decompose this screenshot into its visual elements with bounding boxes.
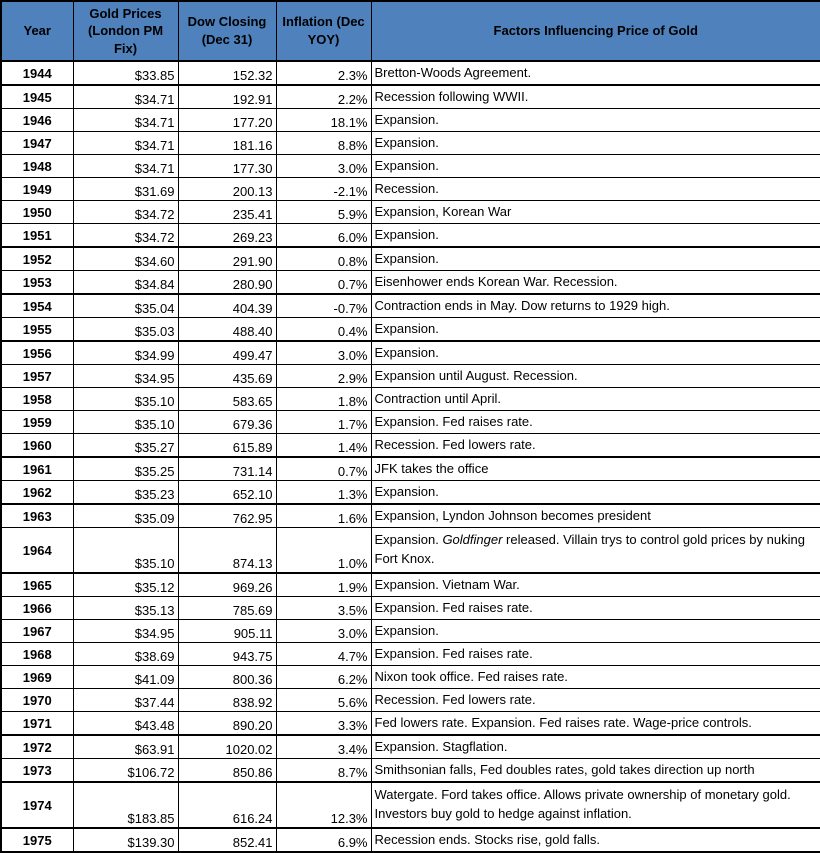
year-cell: 1944 [1, 61, 73, 85]
gold-price-cell: $34.95 [73, 620, 178, 643]
inflation-cell: 18.1% [276, 109, 371, 132]
table-row [1, 735, 820, 759]
year-cell: 1965 [1, 573, 73, 597]
factors-cell [371, 643, 820, 666]
inflation-cell: 6.0% [276, 224, 371, 248]
inflation-cell: 2.9% [276, 365, 371, 388]
factors-cell [371, 666, 820, 689]
factors-text: Expansion until August. Recession. [374, 367, 578, 383]
factors-cell [371, 132, 820, 155]
table-row [1, 365, 820, 388]
dow-closing-cell: 838.92 [178, 689, 276, 712]
inflation-cell: 3.0% [276, 341, 371, 365]
dow-closing-cell: 200.13 [178, 178, 276, 201]
factors-cell [371, 457, 820, 481]
factors-text: Expansion. [374, 226, 439, 242]
gold-price-cell: $35.04 [73, 294, 178, 318]
gold-price-cell: $35.13 [73, 597, 178, 620]
factors-text: Expansion. [374, 532, 443, 548]
table-row [1, 411, 820, 434]
factors-cell [371, 434, 820, 458]
inflation-cell: 1.3% [276, 481, 371, 505]
column-header-factors: Factors Influencing Price of Gold [371, 1, 820, 61]
inflation-cell: 4.7% [276, 643, 371, 666]
gold-price-cell: $35.03 [73, 318, 178, 342]
gold-price-cell: $35.10 [73, 411, 178, 434]
table-row [1, 573, 820, 597]
factors-text: Expansion. [374, 622, 439, 638]
dow-closing-cell: 800.36 [178, 666, 276, 689]
year-cell: 1971 [1, 712, 73, 736]
gold-price-cell: $35.27 [73, 434, 178, 458]
factors-cell [371, 155, 820, 178]
dow-closing-cell: 615.89 [178, 434, 276, 458]
factors-cell [371, 201, 820, 224]
gold-price-cell: $35.12 [73, 573, 178, 597]
dow-closing-cell: 177.30 [178, 155, 276, 178]
gold-price-cell: $34.84 [73, 271, 178, 295]
year-cell: 1957 [1, 365, 73, 388]
table-row [1, 178, 820, 201]
factors-cell [371, 735, 820, 759]
factors-cell [371, 109, 820, 132]
factors-text: Expansion. Stagflation. [374, 738, 508, 754]
dow-closing-cell: 762.95 [178, 504, 276, 528]
table-row [1, 620, 820, 643]
inflation-cell: 3.5% [276, 597, 371, 620]
factors-cell [371, 271, 820, 295]
table-row [1, 759, 820, 783]
factors-text: Bretton-Woods Agreement. [374, 64, 532, 80]
inflation-cell: -2.1% [276, 178, 371, 201]
factors-cell [371, 828, 820, 852]
factors-text: Recession following WWII. [374, 88, 529, 104]
year-cell: 1963 [1, 504, 73, 528]
column-header-inflation: Inflation (Dec YOY) [276, 1, 371, 61]
factors-text: Expansion. [374, 134, 439, 150]
table-row [1, 294, 820, 318]
year-cell: 1962 [1, 481, 73, 505]
table-row [1, 782, 820, 828]
gold-price-cell: $34.71 [73, 155, 178, 178]
factors-cell [371, 178, 820, 201]
factors-cell [371, 573, 820, 597]
table-row [1, 434, 820, 458]
dow-closing-cell: 269.23 [178, 224, 276, 248]
dow-closing-cell: 177.20 [178, 109, 276, 132]
gold-price-cell: $41.09 [73, 666, 178, 689]
year-cell: 1975 [1, 828, 73, 852]
dow-closing-cell: 969.26 [178, 573, 276, 597]
inflation-cell: 1.7% [276, 411, 371, 434]
inflation-cell: 3.0% [276, 620, 371, 643]
factors-cell [371, 689, 820, 712]
inflation-cell: -0.7% [276, 294, 371, 318]
gold-price-cell: $34.71 [73, 132, 178, 155]
dow-closing-cell: 874.13 [178, 528, 276, 574]
table-row [1, 528, 820, 574]
factors-text: Expansion. [374, 157, 439, 173]
gold-price-cell: $35.09 [73, 504, 178, 528]
factors-text: Recession. [374, 180, 439, 196]
year-cell: 1966 [1, 597, 73, 620]
factors-text: Expansion. [374, 344, 439, 360]
factors-text: Expansion. [374, 483, 439, 499]
factors-text: Expansion. [374, 320, 439, 336]
factors-text: Recession. Fed lowers rate. [374, 691, 536, 707]
inflation-cell: 3.4% [276, 735, 371, 759]
dow-closing-cell: 181.16 [178, 132, 276, 155]
year-cell: 1964 [1, 528, 73, 574]
gold-price-cell: $63.91 [73, 735, 178, 759]
dow-closing-cell: 905.11 [178, 620, 276, 643]
factors-cell [371, 224, 820, 248]
factors-cell [371, 528, 820, 574]
year-cell: 1949 [1, 178, 73, 201]
inflation-cell: 0.8% [276, 247, 371, 271]
factors-text: Contraction until April. [374, 390, 501, 406]
factors-text: Expansion. Fed raises rate. [374, 645, 533, 661]
factors-cell [371, 388, 820, 411]
dow-closing-cell: 943.75 [178, 643, 276, 666]
table-row [1, 457, 820, 481]
header-row [1, 1, 820, 61]
inflation-cell: 3.3% [276, 712, 371, 736]
factors-cell [371, 504, 820, 528]
gold-price-cell: $35.10 [73, 528, 178, 574]
inflation-cell: 1.6% [276, 504, 371, 528]
gold-price-cell: $106.72 [73, 759, 178, 783]
gold-price-cell: $43.48 [73, 712, 178, 736]
table-row [1, 224, 820, 248]
table-row [1, 341, 820, 365]
inflation-cell: 8.7% [276, 759, 371, 783]
gold-price-cell: $38.69 [73, 643, 178, 666]
inflation-cell: 6.2% [276, 666, 371, 689]
gold-price-cell: $34.99 [73, 341, 178, 365]
factors-text: released. Villain trys to control gold prices by nuking Fort Knox. [374, 532, 805, 566]
dow-closing-cell: 280.90 [178, 271, 276, 295]
table-row [1, 597, 820, 620]
dow-closing-cell: 435.69 [178, 365, 276, 388]
year-cell: 1954 [1, 294, 73, 318]
table-row [1, 689, 820, 712]
year-cell: 1960 [1, 434, 73, 458]
gold-price-cell: $34.71 [73, 85, 178, 109]
table-row [1, 85, 820, 109]
dow-closing-cell: 616.24 [178, 782, 276, 828]
year-cell: 1969 [1, 666, 73, 689]
inflation-cell: 8.8% [276, 132, 371, 155]
factors-cell [371, 712, 820, 736]
dow-closing-cell: 291.90 [178, 247, 276, 271]
inflation-cell: 0.7% [276, 271, 371, 295]
column-header-dow: Dow Closing (Dec 31) [178, 1, 276, 61]
year-cell: 1951 [1, 224, 73, 248]
table-row [1, 132, 820, 155]
inflation-cell: 1.4% [276, 434, 371, 458]
table-row [1, 504, 820, 528]
factors-cell [371, 294, 820, 318]
table-row [1, 271, 820, 295]
year-cell: 1956 [1, 341, 73, 365]
table-row [1, 712, 820, 736]
year-cell: 1947 [1, 132, 73, 155]
factors-cell [371, 782, 820, 828]
dow-closing-cell: 235.41 [178, 201, 276, 224]
inflation-cell: 0.7% [276, 457, 371, 481]
dow-closing-cell: 652.10 [178, 481, 276, 505]
dow-closing-cell: 890.20 [178, 712, 276, 736]
gold-price-cell: $35.10 [73, 388, 178, 411]
table-row [1, 828, 820, 852]
dow-closing-cell: 152.32 [178, 61, 276, 85]
year-cell: 1959 [1, 411, 73, 434]
gold-price-cell: $35.23 [73, 481, 178, 505]
dow-closing-cell: 852.41 [178, 828, 276, 852]
dow-closing-cell: 499.47 [178, 341, 276, 365]
factors-cell [371, 341, 820, 365]
factors-cell [371, 318, 820, 342]
year-cell: 1948 [1, 155, 73, 178]
year-cell: 1955 [1, 318, 73, 342]
year-cell: 1946 [1, 109, 73, 132]
dow-closing-cell: 192.91 [178, 85, 276, 109]
year-cell: 1974 [1, 782, 73, 828]
factors-text: Recession. Fed lowers rate. [374, 436, 536, 452]
table-body [1, 61, 820, 852]
factors-cell [371, 759, 820, 783]
gold-price-cell: $139.30 [73, 828, 178, 852]
inflation-cell: 3.0% [276, 155, 371, 178]
dow-closing-cell: 785.69 [178, 597, 276, 620]
inflation-cell: 2.2% [276, 85, 371, 109]
inflation-cell: 5.6% [276, 689, 371, 712]
gold-price-cell: $34.95 [73, 365, 178, 388]
table-row [1, 61, 820, 85]
factors-cell [371, 247, 820, 271]
gold-price-cell: $35.25 [73, 457, 178, 481]
factors-cell [371, 61, 820, 85]
factors-text: Expansion. Vietnam War. [374, 576, 520, 592]
year-cell: 1950 [1, 201, 73, 224]
factors-cell [371, 597, 820, 620]
inflation-cell: 1.9% [276, 573, 371, 597]
factors-text: Smithsonian falls, Fed doubles rates, gold takes direction up north [374, 761, 755, 777]
factors-text: Expansion. Fed raises rate. [374, 599, 533, 615]
inflation-cell: 12.3% [276, 782, 371, 828]
table-row [1, 643, 820, 666]
dow-closing-cell: 488.40 [178, 318, 276, 342]
gold-price-cell: $183.85 [73, 782, 178, 828]
dow-closing-cell: 679.36 [178, 411, 276, 434]
dow-closing-cell: 1020.02 [178, 735, 276, 759]
factors-text: Watergate. Ford takes office. Allows private ownership of monetary gold. Investors buy gold to hedge against inflation. [374, 787, 791, 821]
table-row [1, 388, 820, 411]
factors-italic-text: Goldfinger [442, 532, 503, 548]
dow-closing-cell: 850.86 [178, 759, 276, 783]
inflation-cell: 5.9% [276, 201, 371, 224]
column-header-year: Year [1, 1, 73, 61]
factors-text: Expansion, Korean War [374, 203, 512, 219]
factors-cell [371, 411, 820, 434]
table-row [1, 318, 820, 342]
factors-text: Contraction ends in May. Dow returns to 1929 high. [374, 297, 670, 313]
factors-cell [371, 481, 820, 505]
year-cell: 1970 [1, 689, 73, 712]
gold-price-cell: $31.69 [73, 178, 178, 201]
year-cell: 1953 [1, 271, 73, 295]
gold-price-cell: $34.71 [73, 109, 178, 132]
table-row [1, 247, 820, 271]
dow-closing-cell: 583.65 [178, 388, 276, 411]
inflation-cell: 6.9% [276, 828, 371, 852]
dow-closing-cell: 404.39 [178, 294, 276, 318]
gold-price-cell: $34.60 [73, 247, 178, 271]
gold-price-cell: $37.44 [73, 689, 178, 712]
year-cell: 1968 [1, 643, 73, 666]
factors-cell [371, 620, 820, 643]
year-cell: 1952 [1, 247, 73, 271]
year-cell: 1973 [1, 759, 73, 783]
factors-cell [371, 85, 820, 109]
inflation-cell: 0.4% [276, 318, 371, 342]
table-row [1, 666, 820, 689]
column-header-gold: Gold Prices (London PM Fix) [73, 1, 178, 61]
factors-text: Expansion. Fed raises rate. [374, 413, 533, 429]
table-row [1, 201, 820, 224]
factors-text: JFK takes the office [374, 460, 489, 476]
inflation-cell: 1.0% [276, 528, 371, 574]
table-header [1, 1, 820, 61]
factors-text: Expansion. [374, 111, 439, 127]
factors-text: Recession ends. Stocks rise, gold falls. [374, 831, 600, 847]
factors-cell [371, 365, 820, 388]
factors-text: Expansion, Lyndon Johnson becomes president [374, 507, 651, 523]
factors-text: Nixon took office. Fed raises rate. [374, 668, 568, 684]
year-cell: 1945 [1, 85, 73, 109]
gold-price-cell: $34.72 [73, 224, 178, 248]
year-cell: 1972 [1, 735, 73, 759]
gold-price-cell: $33.85 [73, 61, 178, 85]
factors-text: Eisenhower ends Korean War. Recession. [374, 273, 618, 289]
year-cell: 1967 [1, 620, 73, 643]
table-row [1, 155, 820, 178]
inflation-cell: 1.8% [276, 388, 371, 411]
dow-closing-cell: 731.14 [178, 457, 276, 481]
year-cell: 1961 [1, 457, 73, 481]
factors-text: Fed lowers rate. Expansion. Fed raises rate. Wage-price controls. [374, 714, 752, 730]
inflation-cell: 2.3% [276, 61, 371, 85]
factors-text: Expansion. [374, 250, 439, 266]
gold-price-cell: $34.72 [73, 201, 178, 224]
table-row [1, 481, 820, 505]
table-row [1, 109, 820, 132]
year-cell: 1958 [1, 388, 73, 411]
